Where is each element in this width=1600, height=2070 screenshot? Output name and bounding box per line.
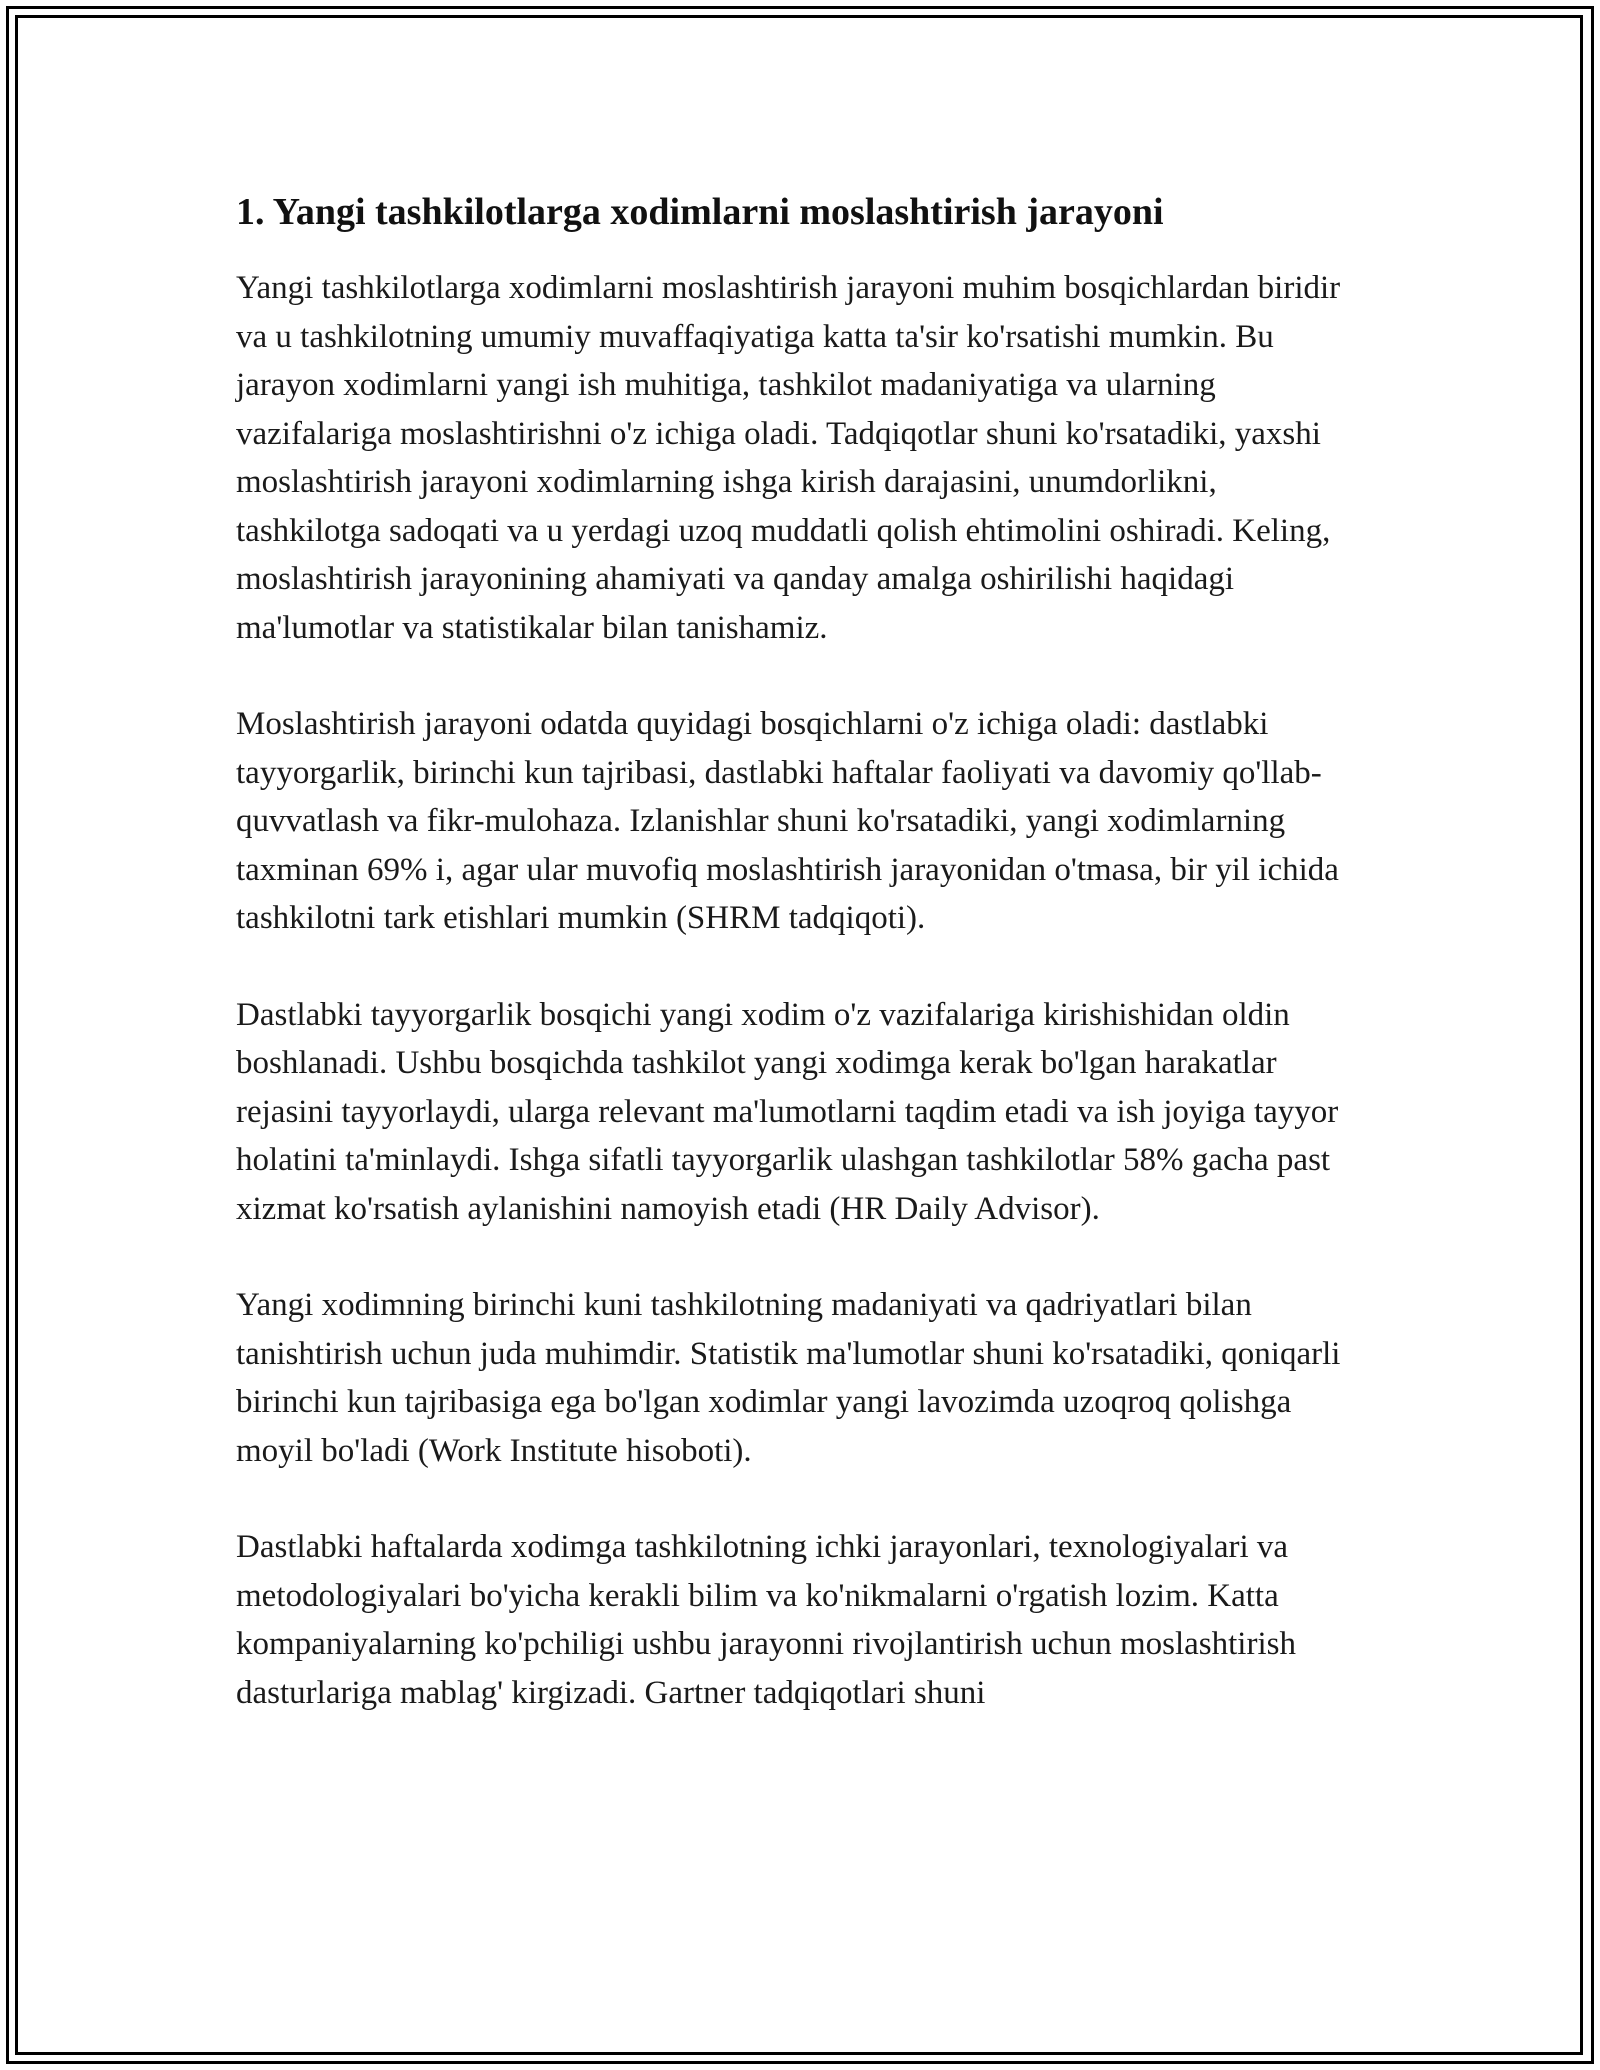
paragraph-stages: Moslashtirish jarayoni odatda quyidagi bosqichlarni o'z ichiga oladi: dastlabki tayyorgarlik, birinchi kun tajribasi, dastlabki haftalar faoliyati va davomiy qo'llab-quvvatlash va fikr-mulohaza. Izlanishlar shuni ko'rsatadiki, yangi xodimlarning taxminan 69% i, agar ular muvofiq moslashtirish jarayonidan o'tmasa, bir yil ichida tashkilotni tark etishlari mumkin (SHRM tadqiqoti). bbox=[236, 706, 1339, 936]
paragraph-first-weeks: Dastlabki haftalarda xodimga tashkilotning ichki jarayonlari, texnologiyalari va metodologiyalari bo'yicha kerakli bilim va ko'nikmalarni o'rgatish lozim. Katta kompaniyalarning ko'pchiligi ushbu jarayonni rivojlantirish uchun moslashtirish dasturlariga mablag' kirgizadi. Gartner tadqiqotlari shuni bbox=[236, 1529, 1296, 1711]
paragraph-preparation: Dastlabki tayyorgarlik bosqichi yangi xodim o'z vazifalariga kirishishidan oldin boshlanadi. Ushbu bosqichda tashkilot yangi xodimga kerak bo'lgan harakatlar rejasini tayyorlaydi, ularga relevant ma'lumotlarni taqdim etadi va ish joyiga tayyor holatini ta'minlaydi. Ishga sifatli tayyorgarlik ulashgan tashkilotlar 58% gacha past xizmat ko'rsatish aylanishini namoyish etadi (HR Daily Advisor). bbox=[236, 996, 1339, 1227]
paragraph-intro: Yangi tashkilotlarga xodimlarni moslashtirish jarayoni muhim bosqichlardan biridir va u tashkilotning umumiy muvaffaqiyatiga katta ta'sir ko'rsatishi mumkin. Bu jarayon xodimlarni yangi ish muhitiga, tashkilot madaniyatiga va ularning vazifalariga moslashtirishni o'z ichiga oladi. Tadqiqotlar shuni ko'rsatadiki, yaxshi moslashtirish jarayoni xodimlarning ishga kirish darajasini, unumdorlikni, tashkilotga sadoqati va u yerdagi uzoq muddatli qolish ehtimolini oshiradi. Keling, moslashtirish jarayonining ahamiyati va qanday amalga oshirilishi haqidagi ma'lumotlar va statistikalar bilan tanishamiz. bbox=[236, 270, 1341, 646]
paragraph-first-day: Yangi xodimning birinchi kuni tashkilotning madaniyati va qadriyatlari bilan tanishtirish uchun juda muhimdir. Statistik ma'lumotlar shuni ko'rsatadiki, qoniqarli birinchi kun tajribasiga ega bo'lgan xodimlar yangi lavozimda uzoqroq qolishga moyil bo'ladi (Work Institute hisoboti). bbox=[236, 1287, 1341, 1469]
section-heading: 1. Yangi tashkilotlarga xodimlarni moslashtirish jarayoni bbox=[236, 191, 1164, 233]
document-body bbox=[236, 186, 1366, 1765]
